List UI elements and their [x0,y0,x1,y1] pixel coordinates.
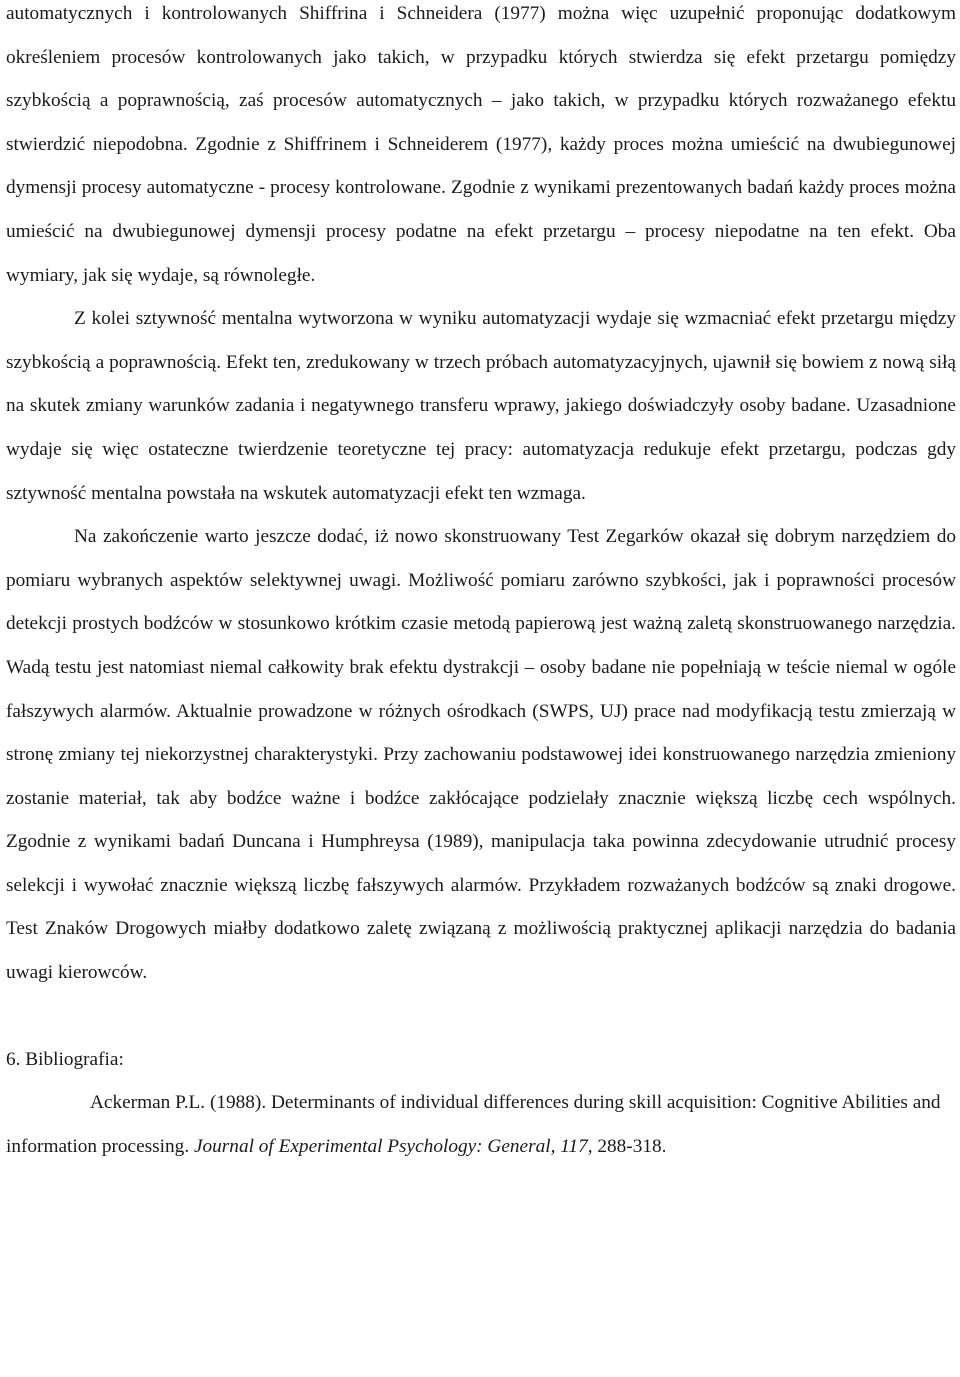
document-page [6,0,956,1168]
paragraph-mental-rigidity: Z kolei sztywność mentalna wytworzona w wyniku automatyzacji wydaje się wzmacniać efekt przetargu między szybkością a poprawnością. Efekt ten, zredukowany w trzech próbach automatyzacyjnych, ujawnił się bowiem z nową siłą na skutek zmiany warunków zadania i negatywnego transferu wprawy, jakiego doświadczyły osoby badane. Uzasadnione wydaje się więc ostateczne twierdzenie teoretyczne tej pracy: automatyzacja redukuje efekt przetargu, podczas gdy sztywność mentalna powstała na wskutek automatyzacji efekt ten wzmaga. [6,308,956,504]
bibliography-entry [6,1081,956,1168]
section-heading-bibliography: 6. Bibliografia: [6,1048,124,1070]
paragraph-conclusion-test: Na zakończenie warto jeszcze dodać, iż nowo skonstruowany Test Zegarków okazał się dobrym narzędziem do pomiaru wybranych aspektów selektywnej uwagi. Możliwość pomiaru zarówno szybkości, jak i poprawności procesów detekcji prostych bodźców w stosunkowo krótkim czasie metodą papierową jest ważną zaletą skonstruowanego narzędzia. Wadą testu jest natomiast niemal całkowity brak efektu dystrakcji – osoby badane nie popełniają w teście niemal w ogóle fałszywych alarmów. Aktualnie prowadzone w różnych ośrodkach (SWPS, UJ) prace nad modyfikacją testu zmierzają w stronę zmiany tej niekorzystnej charakterystyki. Przy zachowaniu podstawowej idei konstruowanego narzędzia zmieniony zostanie materiał, tak aby bodźce ważne i bodźce zakłócające podzielały znacznie większą liczbę cech wspólnych. Zgodnie z wynikami badań Duncana i Humphreysa (1989), manipulacja taka powinna zdecydowanie utrudnić procesy selekcji i wywołać znacznie większą liczbę fałszywych alarmów. Przykładem rozważanych bodźców są znaki drogowe. Test Znaków Drogowych miałby dodatkowo zaletę związaną z możliwością praktycznej aplikacji narzędzia do badania uwagi kierowców. [6,526,956,984]
bibliography-entry-pages: , 288-318. [587,1135,667,1157]
paragraph-automation-processes: automatycznych i kontrolowanych Shiffrina i Schneidera (1977) można więc uzupełnić proponując dodatkowym określeniem procesów kontrolowanych jako takich, w przypadku których stwierdza się efekt przetargu pomiędzy szybkością a poprawnością, zaś procesów automatycznych – jako takich, w przypadku których rozważanego efektu stwierdzić niepodobna. Zgodnie z Shiffrinem i Schneiderem (1977), każdy proces można umieścić na dwubiegunowej dymensji procesy automatyczne - procesy kontrolowane. Zgodnie z wynikami prezentowanych badań każdy proces można umieścić na dwubiegunowej dymensji procesy podatne na efekt przetargu – procesy niepodatne na ten efekt. Oba wymiary, jak się wydaje, są równoległe. [6,3,956,286]
bibliography-entry-text: Ackerman P.L. (1988). Determinants of individual differences during skill acquisition: Cognitive Abilities and information processing. [6,1092,941,1157]
bibliography-entry-journal: Journal of Experimental Psychology: General, 117 [193,1135,588,1157]
